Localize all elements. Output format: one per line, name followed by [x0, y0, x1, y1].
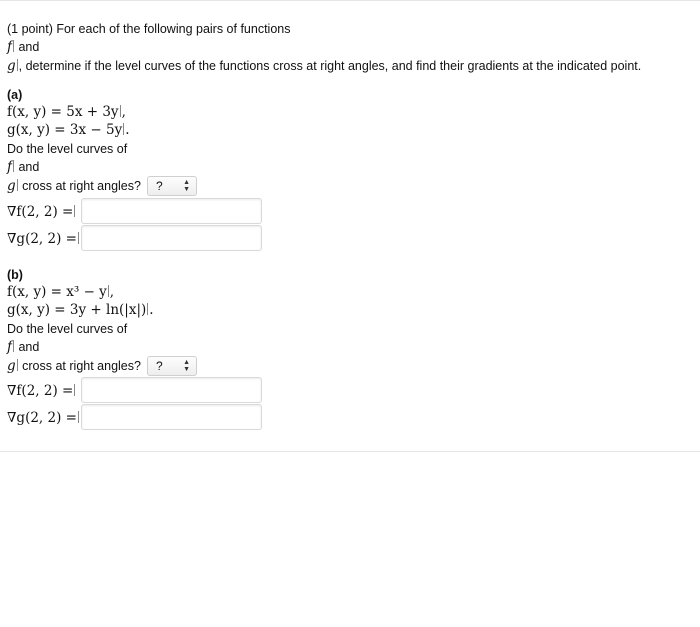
part-b-grad-f-input[interactable] — [81, 377, 262, 403]
part-a-g-definition: g(x, y) = 3x − 5y . — [7, 122, 130, 138]
text-cursor — [17, 359, 18, 371]
intro-g-symbol: g — [7, 58, 16, 74]
text-cursor — [120, 105, 121, 117]
part-b-question: Do the level curves of — [7, 322, 128, 336]
part-b-grad-g-text: ∇g(2, 2) = — [7, 410, 77, 426]
part-a-grad-g-text: ∇g(2, 2) = — [7, 231, 77, 247]
text-cursor — [147, 303, 148, 315]
part-a-question: Do the level curves of — [7, 142, 128, 156]
part-a-f-formula: f(x, y) = 5x + 3y — [7, 104, 119, 120]
part-b-f-definition: f(x, y) = x³ − y , — [7, 284, 115, 300]
part-b-f-symbol: f — [7, 339, 12, 355]
part-a-cross-line — [7, 178, 141, 194]
part-b-grad-g-label — [7, 410, 80, 426]
intro-and: and — [18, 40, 40, 54]
part-b-f-and — [7, 339, 39, 355]
part-a-g-formula: g(x, y) = 3x − 5y — [7, 122, 123, 138]
select-arrows-icon: ▲ ▼ — [183, 359, 190, 373]
part-b-grad-f-text: ∇f(2, 2) = — [7, 383, 74, 399]
part-a-grad-f-label — [7, 204, 76, 220]
text-cursor — [17, 59, 18, 71]
part-b-g-symbol: g — [7, 358, 16, 374]
part-a-f-definition: f(x, y) = 5x + 3y , — [7, 104, 126, 120]
text-cursor — [17, 179, 18, 191]
part-b-right-angle-select[interactable] — [147, 356, 197, 376]
intro-f-and — [7, 39, 39, 55]
part-b-grad-g-input[interactable] — [81, 404, 262, 430]
part-b-cross-line — [7, 358, 141, 374]
part-a-f-and — [7, 159, 39, 175]
intro-line: (1 point) For each of the following pairs of functions — [7, 22, 291, 36]
part-a-grad-g-input[interactable] — [81, 225, 262, 251]
part-b-select-value: ? — [156, 359, 163, 373]
part-b-f-formula: f(x, y) = x³ − y — [7, 284, 107, 300]
part-b-grad-f-label — [7, 383, 76, 399]
text-cursor — [108, 285, 109, 297]
text-cursor — [123, 123, 124, 135]
part-a-grad-f-text: ∇f(2, 2) = — [7, 204, 74, 220]
part-b-label: (b) — [7, 268, 23, 282]
intro-f-symbol: f — [7, 39, 12, 55]
part-a-f-symbol: f — [7, 159, 12, 175]
part-b-cross-text: cross at right angles? — [22, 359, 141, 373]
select-arrows-icon: ▲ ▼ — [183, 179, 190, 193]
part-a-right-angle-select[interactable] — [147, 176, 197, 196]
text-cursor — [13, 160, 14, 172]
text-cursor — [78, 232, 79, 244]
part-a-grad-g-label — [7, 231, 80, 247]
text-cursor — [13, 340, 14, 352]
part-b-g-definition: g(x, y) = 3y + ln(|x|) . — [7, 302, 154, 318]
intro-instructions: , determine if the level curves of the functions cross at right angles, and find their gradients at the indicated point. — [18, 59, 642, 73]
intro-g-line — [7, 58, 641, 74]
text-cursor — [74, 384, 75, 396]
part-a-and: and — [18, 160, 40, 174]
part-a-label: (a) — [7, 88, 23, 102]
text-cursor — [78, 411, 79, 423]
part-a-g-symbol: g — [7, 178, 16, 194]
part-a-select-value: ? — [156, 179, 163, 193]
text-cursor — [13, 40, 14, 52]
part-a-cross-text: cross at right angles? — [22, 179, 141, 193]
text-cursor — [74, 205, 75, 217]
part-b-g-formula: g(x, y) = 3y + ln(|x|) — [7, 302, 147, 318]
part-b-and: and — [18, 340, 40, 354]
part-a-grad-f-input[interactable] — [81, 198, 262, 224]
